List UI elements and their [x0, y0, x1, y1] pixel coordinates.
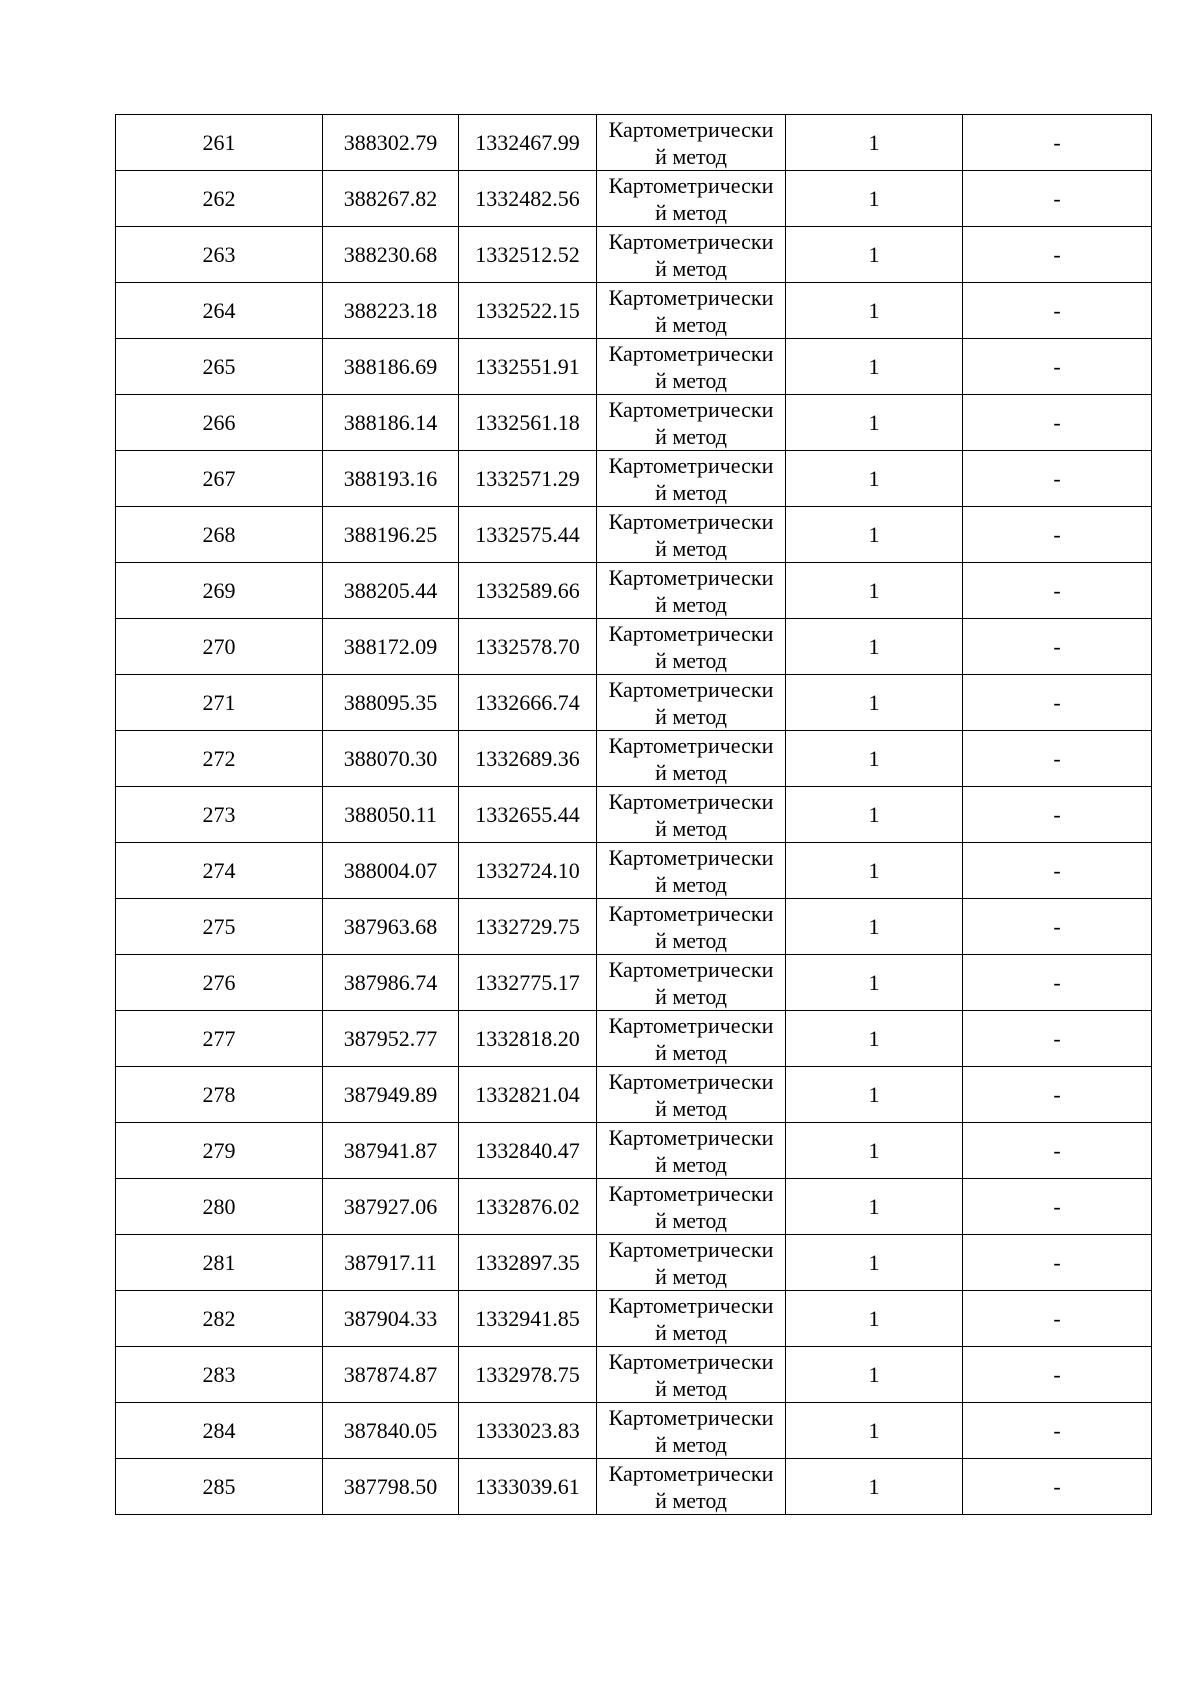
method-line-2: й метод [655, 144, 727, 169]
note-cell: - [963, 115, 1152, 171]
accuracy-cell: 1 [786, 1347, 963, 1403]
method-cell [597, 171, 786, 227]
method-line-2: й метод [655, 256, 727, 281]
table-row [116, 1347, 1152, 1403]
accuracy-cell: 1 [786, 1067, 963, 1123]
accuracy-cell: 1 [786, 843, 963, 899]
y-coordinate-cell: 1332561.18 [459, 395, 597, 451]
table-row [116, 675, 1152, 731]
y-coordinate-cell: 1333023.83 [459, 1403, 597, 1459]
method-line-2: й метод [655, 1040, 727, 1065]
table-row [116, 115, 1152, 171]
method-cell [597, 1347, 786, 1403]
note-cell: - [963, 451, 1152, 507]
accuracy-cell: 1 [786, 1459, 963, 1515]
accuracy-cell: 1 [786, 1123, 963, 1179]
point-number-cell: 261 [116, 115, 323, 171]
note-cell: - [963, 395, 1152, 451]
x-coordinate-cell: 388267.82 [323, 171, 459, 227]
point-number-cell: 277 [116, 1011, 323, 1067]
method-cell [597, 563, 786, 619]
point-number-cell: 278 [116, 1067, 323, 1123]
note-cell: - [963, 1011, 1152, 1067]
x-coordinate-cell: 388186.14 [323, 395, 459, 451]
x-coordinate-cell: 387798.50 [323, 1459, 459, 1515]
method-line-1: Картометрически [608, 1181, 774, 1206]
point-number-cell: 275 [116, 899, 323, 955]
note-cell: - [963, 619, 1152, 675]
table-row [116, 1123, 1152, 1179]
table-row [116, 1291, 1152, 1347]
method-line-2: й метод [655, 648, 727, 673]
method-cell [597, 1011, 786, 1067]
table-row [116, 731, 1152, 787]
table-row [116, 843, 1152, 899]
x-coordinate-cell: 387840.05 [323, 1403, 459, 1459]
note-cell: - [963, 731, 1152, 787]
accuracy-cell: 1 [786, 115, 963, 171]
method-line-2: й метод [655, 1376, 727, 1401]
accuracy-cell: 1 [786, 563, 963, 619]
point-number-cell: 270 [116, 619, 323, 675]
table-row [116, 899, 1152, 955]
x-coordinate-cell: 387904.33 [323, 1291, 459, 1347]
point-number-cell: 267 [116, 451, 323, 507]
note-cell: - [963, 1403, 1152, 1459]
method-line-1: Картометрически [608, 1461, 774, 1486]
method-cell [597, 899, 786, 955]
method-line-2: й метод [655, 816, 727, 841]
note-cell: - [963, 171, 1152, 227]
method-line-2: й метод [655, 368, 727, 393]
table-row [116, 1403, 1152, 1459]
accuracy-cell: 1 [786, 1011, 963, 1067]
note-cell: - [963, 1291, 1152, 1347]
method-cell [597, 1123, 786, 1179]
y-coordinate-cell: 1332578.70 [459, 619, 597, 675]
point-number-cell: 262 [116, 171, 323, 227]
method-line-2: й метод [655, 872, 727, 897]
y-coordinate-cell: 1332821.04 [459, 1067, 597, 1123]
accuracy-cell: 1 [786, 339, 963, 395]
accuracy-cell: 1 [786, 1179, 963, 1235]
x-coordinate-cell: 388223.18 [323, 283, 459, 339]
x-coordinate-cell: 387941.87 [323, 1123, 459, 1179]
note-cell: - [963, 563, 1152, 619]
method-cell [597, 451, 786, 507]
x-coordinate-cell: 387963.68 [323, 899, 459, 955]
point-number-cell: 282 [116, 1291, 323, 1347]
method-line-2: й метод [655, 1432, 727, 1457]
table-row [116, 227, 1152, 283]
point-number-cell: 279 [116, 1123, 323, 1179]
method-line-1: Картометрически [608, 509, 774, 534]
method-cell [597, 843, 786, 899]
y-coordinate-cell: 1332818.20 [459, 1011, 597, 1067]
accuracy-cell: 1 [786, 899, 963, 955]
accuracy-cell: 1 [786, 227, 963, 283]
point-number-cell: 284 [116, 1403, 323, 1459]
x-coordinate-cell: 388186.69 [323, 339, 459, 395]
note-cell: - [963, 675, 1152, 731]
accuracy-cell: 1 [786, 787, 963, 843]
method-cell [597, 1179, 786, 1235]
method-cell [597, 1403, 786, 1459]
table-row [116, 1235, 1152, 1291]
table-row [116, 563, 1152, 619]
method-cell [597, 507, 786, 563]
y-coordinate-cell: 1332840.47 [459, 1123, 597, 1179]
y-coordinate-cell: 1333039.61 [459, 1459, 597, 1515]
note-cell: - [963, 1123, 1152, 1179]
note-cell: - [963, 787, 1152, 843]
y-coordinate-cell: 1332522.15 [459, 283, 597, 339]
y-coordinate-cell: 1332482.56 [459, 171, 597, 227]
note-cell: - [963, 1459, 1152, 1515]
point-number-cell: 271 [116, 675, 323, 731]
method-line-2: й метод [655, 1096, 727, 1121]
method-line-2: й метод [655, 536, 727, 561]
x-coordinate-cell: 388196.25 [323, 507, 459, 563]
method-line-1: Картометрически [608, 1293, 774, 1318]
y-coordinate-cell: 1332724.10 [459, 843, 597, 899]
method-line-1: Картометрически [608, 621, 774, 646]
method-line-2: й метод [655, 1488, 727, 1513]
point-number-cell: 273 [116, 787, 323, 843]
accuracy-cell: 1 [786, 731, 963, 787]
accuracy-cell: 1 [786, 619, 963, 675]
table-row [116, 507, 1152, 563]
method-line-2: й метод [655, 1264, 727, 1289]
x-coordinate-cell: 388230.68 [323, 227, 459, 283]
method-line-1: Картометрически [608, 1013, 774, 1038]
note-cell: - [963, 283, 1152, 339]
method-line-2: й метод [655, 1152, 727, 1177]
method-line-2: й метод [655, 1320, 727, 1345]
point-number-cell: 280 [116, 1179, 323, 1235]
table-row [116, 1067, 1152, 1123]
x-coordinate-cell: 387874.87 [323, 1347, 459, 1403]
method-cell [597, 115, 786, 171]
y-coordinate-cell: 1332897.35 [459, 1235, 597, 1291]
x-coordinate-cell: 388095.35 [323, 675, 459, 731]
x-coordinate-cell: 388302.79 [323, 115, 459, 171]
coordinates-table-body [116, 115, 1152, 1515]
y-coordinate-cell: 1332941.85 [459, 1291, 597, 1347]
note-cell: - [963, 1235, 1152, 1291]
table-row [116, 451, 1152, 507]
method-line-1: Картометрически [608, 229, 774, 254]
method-cell [597, 619, 786, 675]
point-number-cell: 274 [116, 843, 323, 899]
point-number-cell: 266 [116, 395, 323, 451]
x-coordinate-cell: 387949.89 [323, 1067, 459, 1123]
method-cell [597, 1235, 786, 1291]
note-cell: - [963, 1067, 1152, 1123]
method-line-1: Картометрически [608, 1069, 774, 1094]
method-line-2: й метод [655, 760, 727, 785]
y-coordinate-cell: 1332589.66 [459, 563, 597, 619]
y-coordinate-cell: 1332876.02 [459, 1179, 597, 1235]
accuracy-cell: 1 [786, 1403, 963, 1459]
y-coordinate-cell: 1332655.44 [459, 787, 597, 843]
accuracy-cell: 1 [786, 171, 963, 227]
y-coordinate-cell: 1332666.74 [459, 675, 597, 731]
x-coordinate-cell: 387927.06 [323, 1179, 459, 1235]
table-row [116, 339, 1152, 395]
method-line-1: Картометрически [608, 957, 774, 982]
accuracy-cell: 1 [786, 675, 963, 731]
method-cell [597, 675, 786, 731]
x-coordinate-cell: 388070.30 [323, 731, 459, 787]
method-line-1: Картометрически [608, 1349, 774, 1374]
x-coordinate-cell: 388004.07 [323, 843, 459, 899]
y-coordinate-cell: 1332512.52 [459, 227, 597, 283]
y-coordinate-cell: 1332575.44 [459, 507, 597, 563]
method-line-1: Картометрически [608, 341, 774, 366]
method-line-1: Картометрически [608, 285, 774, 310]
method-line-1: Картометрически [608, 733, 774, 758]
point-number-cell: 285 [116, 1459, 323, 1515]
x-coordinate-cell: 388050.11 [323, 787, 459, 843]
method-line-1: Картометрически [608, 1405, 774, 1430]
note-cell: - [963, 955, 1152, 1011]
accuracy-cell: 1 [786, 1291, 963, 1347]
method-line-1: Картометрически [608, 901, 774, 926]
point-number-cell: 264 [116, 283, 323, 339]
method-line-2: й метод [655, 592, 727, 617]
accuracy-cell: 1 [786, 395, 963, 451]
note-cell: - [963, 507, 1152, 563]
x-coordinate-cell: 388172.09 [323, 619, 459, 675]
method-line-2: й метод [655, 200, 727, 225]
note-cell: - [963, 899, 1152, 955]
accuracy-cell: 1 [786, 1235, 963, 1291]
table-row [116, 787, 1152, 843]
x-coordinate-cell: 388205.44 [323, 563, 459, 619]
method-line-2: й метод [655, 424, 727, 449]
method-cell [597, 339, 786, 395]
table-row [116, 171, 1152, 227]
y-coordinate-cell: 1332775.17 [459, 955, 597, 1011]
method-line-2: й метод [655, 480, 727, 505]
y-coordinate-cell: 1332689.36 [459, 731, 597, 787]
x-coordinate-cell: 387952.77 [323, 1011, 459, 1067]
x-coordinate-cell: 388193.16 [323, 451, 459, 507]
accuracy-cell: 1 [786, 507, 963, 563]
point-number-cell: 283 [116, 1347, 323, 1403]
y-coordinate-cell: 1332729.75 [459, 899, 597, 955]
point-number-cell: 276 [116, 955, 323, 1011]
note-cell: - [963, 843, 1152, 899]
point-number-cell: 265 [116, 339, 323, 395]
method-line-1: Картометрически [608, 565, 774, 590]
method-line-2: й метод [655, 1208, 727, 1233]
note-cell: - [963, 339, 1152, 395]
method-cell [597, 1291, 786, 1347]
method-cell [597, 283, 786, 339]
method-line-1: Картометрически [608, 845, 774, 870]
method-cell [597, 395, 786, 451]
point-number-cell: 269 [116, 563, 323, 619]
y-coordinate-cell: 1332571.29 [459, 451, 597, 507]
coordinates-table [115, 114, 1152, 1515]
point-number-cell: 263 [116, 227, 323, 283]
method-line-2: й метод [655, 312, 727, 337]
method-cell [597, 955, 786, 1011]
table-row [116, 955, 1152, 1011]
x-coordinate-cell: 387917.11 [323, 1235, 459, 1291]
method-line-1: Картометрически [608, 1237, 774, 1262]
table-row [116, 1459, 1152, 1515]
method-line-1: Картометрически [608, 1125, 774, 1150]
method-cell [597, 787, 786, 843]
table-row [116, 1179, 1152, 1235]
point-number-cell: 268 [116, 507, 323, 563]
method-line-1: Картометрически [608, 173, 774, 198]
x-coordinate-cell: 387986.74 [323, 955, 459, 1011]
method-line-1: Картометрически [608, 117, 774, 142]
note-cell: - [963, 1347, 1152, 1403]
method-cell [597, 731, 786, 787]
method-line-2: й метод [655, 704, 727, 729]
table-row [116, 395, 1152, 451]
point-number-cell: 281 [116, 1235, 323, 1291]
accuracy-cell: 1 [786, 451, 963, 507]
method-cell [597, 1459, 786, 1515]
method-line-1: Картометрически [608, 677, 774, 702]
method-line-1: Картометрически [608, 453, 774, 478]
method-cell [597, 1067, 786, 1123]
accuracy-cell: 1 [786, 955, 963, 1011]
table-row [116, 1011, 1152, 1067]
y-coordinate-cell: 1332978.75 [459, 1347, 597, 1403]
table-row [116, 619, 1152, 675]
method-line-2: й метод [655, 984, 727, 1009]
note-cell: - [963, 227, 1152, 283]
y-coordinate-cell: 1332551.91 [459, 339, 597, 395]
table-row [116, 283, 1152, 339]
method-line-1: Картометрически [608, 397, 774, 422]
point-number-cell: 272 [116, 731, 323, 787]
note-cell: - [963, 1179, 1152, 1235]
method-cell [597, 227, 786, 283]
method-line-2: й метод [655, 928, 727, 953]
method-line-1: Картометрически [608, 789, 774, 814]
accuracy-cell: 1 [786, 283, 963, 339]
y-coordinate-cell: 1332467.99 [459, 115, 597, 171]
